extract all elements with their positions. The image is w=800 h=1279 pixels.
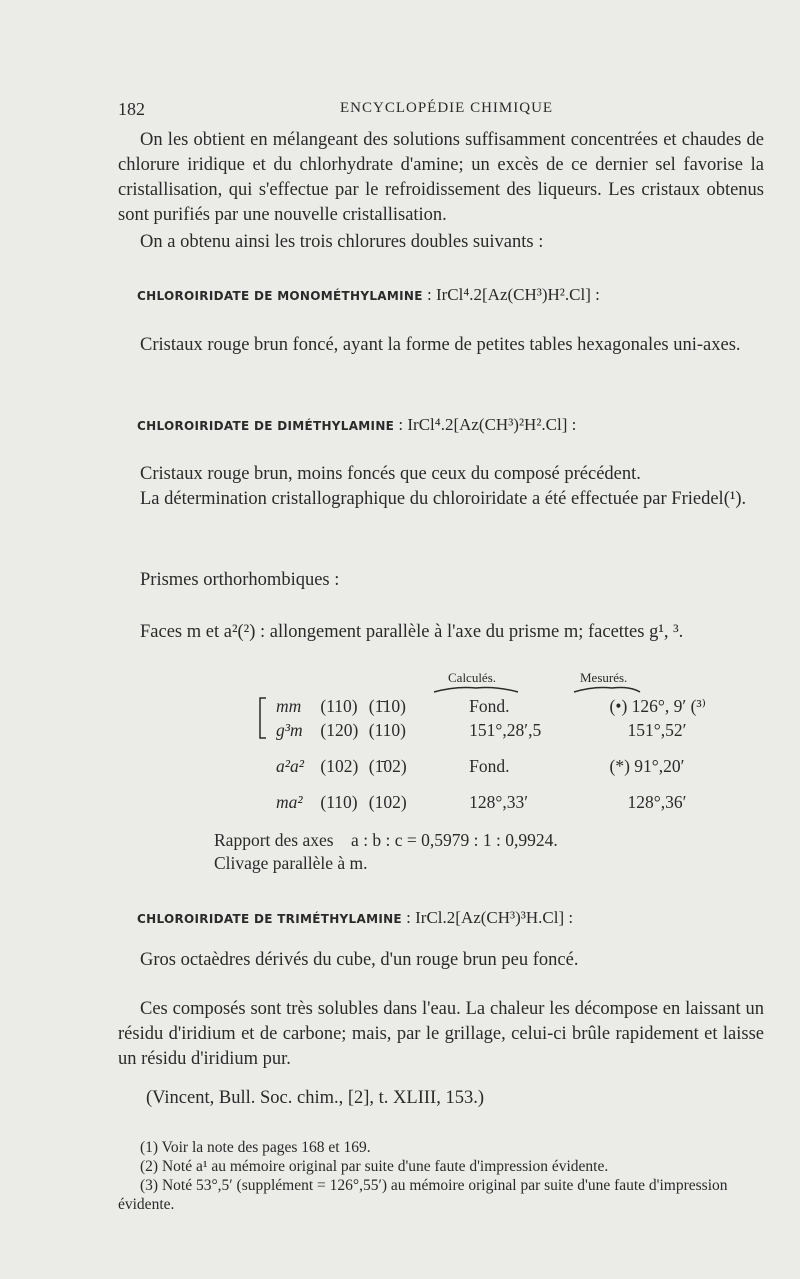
column-header-measured: Mesurés. [580, 670, 628, 685]
cleavage-note: Clivage parallèle à m. [214, 853, 368, 873]
section-title: CHLOROIRIDATE DE DIMÉTHYLAMINE [137, 419, 395, 433]
face-symbol: g³m [276, 720, 303, 740]
section-title: CHLOROIRIDATE DE TRIMÉTHYLAMINE [137, 912, 402, 926]
citation: (Vincent, Bull. Soc. chim., [2], t. XLIII, 153.) [146, 1088, 484, 1108]
table-row [276, 756, 684, 777]
page-number: 182 [118, 99, 145, 119]
face-symbol: a²a² [276, 756, 304, 776]
intro-paragraph: On les obtient en mélangeant des solutions suffisamment concentrées et chaudes de chlorure iridique et du chlorhydrate d'amine; un excès de ce dernier sel favorise la cristallisation, qui s'effectue par le refroidissement des liqueurs. Les cristaux obtenus sont purifiés par une nouvelle cristallisation. [118, 130, 764, 225]
face-index: (110) [320, 792, 358, 812]
footnote: (1) Voir la note des pages 168 et 169. [140, 1139, 371, 1156]
face-index: (110) [320, 696, 358, 716]
bracket [260, 698, 266, 738]
brace-calculated [434, 688, 518, 693]
footnote: (2) Noté a¹ au mémoire original par suite d'une faute d'impression évidente. [140, 1158, 609, 1175]
section-title: CHLOROIRIDATE DE MONOMÉTHYLAMINE [137, 289, 423, 303]
faces-description: Faces m et a²(²) : allongement parallèle à l'axe du prisme m; facettes g¹, ³. [140, 622, 684, 642]
calculated-value: Fond. [469, 756, 510, 776]
section-heading-monomethylamine [137, 285, 600, 305]
measured-value: (•) 126°, 9′ (³⁾ [609, 696, 706, 716]
running-title: ENCYCLOPÉDIE CHIMIQUE [340, 100, 554, 116]
table-row [276, 792, 686, 813]
face-index: (102) [368, 792, 407, 812]
calculated-value: 151°,28′,5 [469, 720, 542, 740]
chemical-formula: : IrCl⁴.2[Az(CH³)²H².Cl] : [398, 415, 577, 434]
section-text: Cristaux rouge brun foncé, ayant la forme de petites tables hexagonales uni-axes. [140, 335, 741, 355]
face-index: (102) [320, 756, 359, 776]
face-symbol: ma² [276, 792, 303, 812]
measured-value: 128°,36′ [627, 792, 687, 812]
table-row [276, 696, 706, 717]
calculated-value: 128°,33′ [469, 792, 529, 812]
face-index: (120) [320, 720, 359, 740]
column-header-calculated: Calculés. [448, 670, 497, 685]
brace-measured [574, 688, 640, 693]
prisms-label: Prismes orthorhombiques : [140, 570, 340, 590]
section-heading-trimethylamine [137, 908, 573, 928]
intro-summary: On a obtenu ainsi les trois chlorures doubles suivants : [140, 232, 544, 252]
face-index: (110) [368, 720, 407, 740]
chemical-formula: : IrCl.2[Az(CH³)³H.Cl] : [406, 908, 574, 927]
chemical-formula: : IrCl⁴.2[Az(CH³)H².Cl] : [426, 285, 600, 304]
face-symbol: mm [276, 696, 302, 716]
footnote: (3) Noté 53°,5′ (supplément = 126°,55′) au mémoire original par suite d'une faute d'impression évidente. [118, 1177, 728, 1213]
section-text: Gros octaèdres dérivés du cube, d'un rouge brun peu foncé. [140, 950, 579, 970]
section-text: Cristaux rouge brun, moins foncés que ceux du composé précédent. [140, 464, 641, 484]
face-index: (1̄02) [368, 756, 407, 776]
calculated-value: Fond. [469, 696, 510, 716]
closing-paragraph: Ces composés sont très solubles dans l'eau. La chaleur les décompose en laissant un résidu d'iridium et de carbone; mais, par le grillage, celui-ci brûle rapidement et laisse un résidu d'iridium pur. [118, 999, 764, 1069]
measured-value: 151°,52′ [627, 720, 687, 740]
measured-value: (*) 91°,20′ [609, 756, 685, 776]
axis-ratio: Rapport des axes a : b : c = 0,5979 : 1 : 0,9924. [214, 830, 558, 850]
section-text: La détermination cristallographique du chloroiridate a été effectuée par Friedel(¹). [140, 489, 747, 509]
face-index: (1̄10) [368, 696, 407, 716]
section-heading-dimethylamine [137, 415, 576, 435]
table-row [276, 720, 686, 741]
